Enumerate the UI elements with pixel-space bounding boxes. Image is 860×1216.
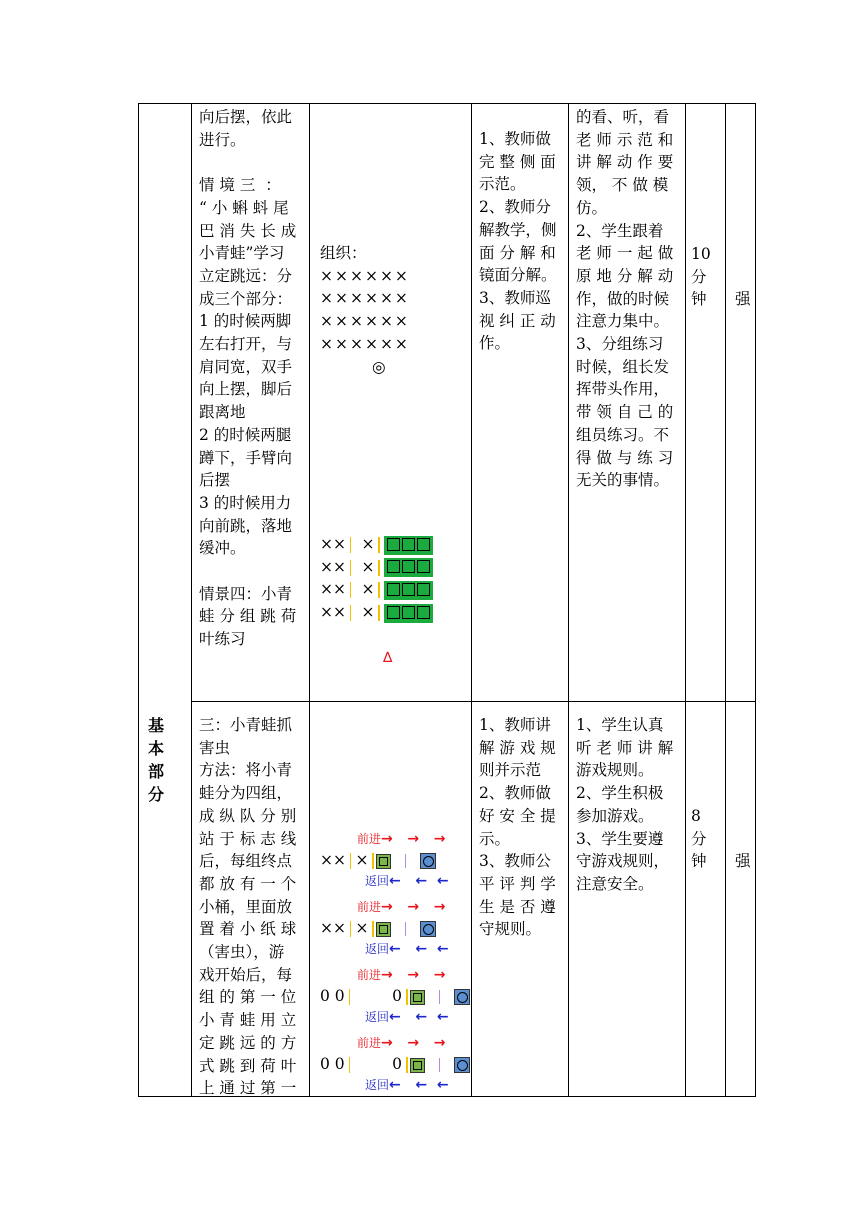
group-row	[320, 601, 433, 624]
time-unit: 分	[691, 267, 707, 286]
back-label: 返回	[365, 1010, 390, 1024]
text-line: 1、学生认真	[576, 716, 664, 734]
section-char: 基	[148, 716, 165, 735]
text-line: 肩同宽，双手	[199, 357, 293, 376]
text-line: 向后摆，依此	[199, 108, 293, 126]
column-divider	[685, 104, 686, 1096]
group-students: ××	[320, 603, 346, 622]
start-line	[378, 582, 380, 598]
text-line	[199, 560, 303, 583]
text-line: “ 小 蝌 蚪 尾	[199, 198, 289, 217]
formation-row: ××××××	[320, 312, 410, 331]
text-line: 成三个部分：	[199, 289, 293, 308]
text-line: 三：小青蛙抓	[199, 716, 293, 734]
text-line: 老 师 一 起 做	[576, 244, 674, 263]
lily-pad-icon	[410, 1058, 425, 1073]
group-student: ×	[361, 557, 375, 576]
text-line: 2、教师做	[479, 784, 551, 803]
text-line: 3、分组练习	[576, 335, 664, 354]
student-activity-top	[576, 106, 680, 492]
start-line	[350, 921, 352, 937]
text-line: 巴 消 失 长 成	[199, 221, 297, 240]
lily-pad-icon	[376, 922, 391, 937]
left-arrow-icon: ← ← ←	[389, 941, 449, 957]
right-arrow-icon: → → →	[381, 967, 446, 983]
lily-pad-groups	[320, 533, 433, 624]
text-line: 蛙 分 组 跳 荷	[199, 607, 297, 626]
text-line: 守规则。	[479, 920, 542, 939]
text-line: 后摆	[199, 471, 231, 490]
group-students: ××	[320, 851, 346, 869]
text-line: 视 纠 正 动	[479, 311, 556, 330]
text-line: 作。	[479, 334, 511, 353]
text-line: 进行。	[199, 130, 246, 149]
text-line: 组 的 第 一 位	[199, 988, 297, 1007]
start-line	[349, 989, 351, 1005]
text-line: 仿。	[576, 198, 608, 217]
game-group-row	[320, 1053, 470, 1076]
left-arrow-icon: ← ← ←	[389, 873, 449, 889]
forward-arrows	[357, 967, 445, 983]
text-line: 3 的时候用力	[199, 493, 292, 512]
text-line: 蹲下，手臂向	[199, 448, 293, 467]
teacher-symbol: ◎	[372, 357, 386, 376]
time-value: 8	[691, 807, 701, 825]
text-line: 面 分 解 和	[479, 243, 556, 262]
text-line: 叶练习	[199, 630, 246, 649]
forward-arrows	[357, 899, 445, 915]
teacher-activity-top	[479, 128, 563, 355]
student-activity-bottom	[576, 714, 680, 896]
text-line: 后，每组终点	[199, 852, 293, 871]
text-line: 成 纵 队 分 别	[199, 806, 297, 825]
forward-label: 前进	[357, 1036, 382, 1050]
text-line: 听 老 师 讲 解	[576, 738, 674, 757]
text-line: 小桶，里面放	[199, 897, 293, 916]
group-student: 0	[392, 987, 403, 1005]
start-line	[350, 605, 352, 621]
text-line: 式 跳 到 荷 叶	[199, 1056, 297, 1075]
text-line: 跟离地	[199, 403, 246, 422]
left-arrow-icon: ← ← ←	[389, 1077, 449, 1093]
time-bottom	[691, 805, 721, 873]
start-line	[406, 989, 408, 1005]
group-student: ×	[361, 603, 375, 622]
teacher-activity-bottom	[479, 714, 563, 941]
text-line: 1、教师讲	[479, 716, 551, 734]
right-arrow-icon: → → →	[381, 1035, 446, 1051]
back-label: 返回	[365, 1078, 390, 1092]
forward-label: 前进	[357, 968, 382, 982]
text-line: 领， 不 做 模	[576, 176, 669, 195]
intensity-top: 强	[735, 290, 751, 308]
row-divider	[191, 701, 755, 702]
text-line: 3、学生要遵	[576, 829, 664, 848]
text-line: 镜面分解。	[479, 266, 557, 285]
lily-pads	[384, 536, 433, 555]
group-students: ××	[320, 535, 346, 553]
text-line: （害虫），游	[199, 943, 285, 962]
text-line: 老 师 示 范 和	[576, 130, 674, 149]
start-line	[350, 582, 352, 598]
section-label	[148, 714, 168, 806]
group-student: ×	[355, 851, 369, 869]
lily-pads	[384, 581, 433, 600]
formation-row: ××××××	[320, 334, 410, 353]
text-line: 情 境 三 ：	[199, 176, 281, 195]
text-line: 完 整 侧 面	[479, 152, 556, 171]
group-row	[320, 578, 433, 601]
section-char: 部	[148, 762, 165, 781]
start-line	[350, 560, 352, 576]
back-arrows	[365, 941, 449, 957]
back-label: 返回	[365, 874, 390, 888]
start-line	[372, 921, 374, 937]
text-line: 立定跳远：分	[199, 266, 293, 285]
group-students: ××	[320, 557, 346, 576]
text-line: 情景四：小青	[199, 584, 293, 603]
text-line: 3、教师公	[479, 852, 551, 871]
text-line: 组员练习。不	[576, 425, 670, 444]
start-line	[378, 560, 380, 576]
section-char: 本	[148, 739, 165, 758]
time-unit: 钟	[691, 852, 707, 871]
game-group-row	[320, 917, 436, 940]
time-unit: 钟	[691, 290, 707, 309]
text-line: 缓冲。	[199, 539, 246, 558]
time-unit: 分	[691, 829, 707, 848]
text-line: 参加游戏。	[576, 806, 654, 825]
time-value: 10	[691, 245, 711, 263]
text-line: 平 评 判 学	[479, 874, 556, 893]
text-line: 小 青 蛙 用 立	[199, 1011, 297, 1030]
text-line: 守游戏规则，	[576, 852, 670, 871]
lily-pad-icon	[376, 854, 391, 869]
start-line	[378, 537, 380, 553]
text-line: 2 的时候两腿	[199, 425, 292, 444]
text-line: 注意安全。	[576, 874, 654, 893]
text-line: 1、教师做	[479, 130, 551, 148]
text-line: 示范。	[479, 175, 526, 194]
text-line: 解 游 戏 规	[479, 738, 556, 757]
bucket-icon	[420, 853, 436, 869]
text-line: 原 地 分 解 动	[576, 266, 674, 285]
text-line: 好 安 全 提	[479, 806, 556, 825]
forward-label: 前进	[357, 832, 382, 846]
column-divider	[568, 104, 569, 1096]
group-students: ××	[320, 919, 346, 937]
finish-line	[439, 1058, 441, 1072]
text-line: 左右打开，与	[199, 335, 293, 354]
finish-line	[405, 854, 407, 868]
lily-pads	[384, 604, 433, 623]
bucket-icon	[420, 921, 436, 937]
left-arrow-icon: ← ← ←	[389, 1009, 449, 1025]
text-line: 站 于 标 志 线	[199, 829, 297, 848]
forward-label: 前进	[357, 900, 382, 914]
start-line	[372, 853, 374, 869]
text-line: 时候，组长发	[576, 357, 670, 376]
time-top	[691, 243, 721, 311]
finish-line	[405, 922, 407, 936]
teacher-triangle-icon: ∆	[383, 650, 393, 666]
text-line: 小青蛙”学习	[199, 244, 285, 263]
text-line: 1 的时候两脚	[199, 312, 292, 331]
text-line	[199, 151, 303, 174]
start-line	[350, 853, 352, 869]
group-student: ×	[361, 535, 375, 553]
text-line: 则并示范	[479, 761, 542, 780]
text-line: 蛙分为四组，	[199, 784, 293, 803]
text-line: 都 放 有 一 个	[199, 874, 297, 893]
activity-text-top	[199, 106, 303, 651]
intensity-bottom: 强	[735, 852, 751, 870]
forward-arrows	[357, 831, 445, 847]
column-divider	[309, 104, 310, 1096]
lily-pads	[384, 558, 433, 577]
formation-diagram	[320, 242, 410, 378]
section-char: 分	[148, 785, 165, 804]
right-arrow-icon: → → →	[381, 831, 446, 847]
game-group-row	[320, 985, 470, 1008]
org-label: 组织：	[320, 244, 367, 262]
back-arrows	[365, 1077, 449, 1093]
group-students: ××	[320, 580, 346, 599]
forward-arrows	[357, 1035, 445, 1051]
group-row	[320, 556, 433, 579]
text-line: 讲 解 动 作 要	[576, 153, 674, 172]
text-line: 无关的事情。	[576, 471, 670, 490]
text-line: 带 领 自 己 的	[576, 403, 674, 422]
text-line: 害虫	[199, 738, 231, 757]
text-line: 向上摆，脚后	[199, 380, 293, 399]
text-line: 游戏规则。	[576, 761, 654, 780]
group-student: 0	[392, 1055, 403, 1073]
text-line: 定 跳 远 的 方	[199, 1033, 297, 1052]
text-line: 方法：将小青	[199, 761, 293, 780]
text-line: 作，做的时候	[576, 289, 670, 308]
column-divider	[471, 104, 472, 1096]
formation-row: ××××××	[320, 289, 410, 308]
text-line: 上 通 过 第 一	[199, 1079, 297, 1098]
back-arrows	[365, 1009, 449, 1025]
text-line: 2、学生跟着	[576, 221, 664, 240]
text-line: 解教学，侧	[479, 220, 557, 239]
start-line	[406, 1057, 408, 1073]
game-group-row	[320, 849, 436, 872]
group-row	[320, 533, 433, 556]
text-line: 示。	[479, 829, 511, 848]
text-line: 得 做 与 练 习	[576, 448, 674, 467]
start-line	[350, 537, 352, 553]
text-line: 3、教师巡	[479, 288, 551, 307]
back-label: 返回	[365, 942, 390, 956]
group-students: 0 0	[320, 987, 345, 1005]
text-line: 2、学生积极	[576, 784, 664, 803]
lily-pad-icon	[410, 990, 425, 1005]
start-line	[378, 605, 380, 621]
finish-line	[439, 990, 441, 1004]
formation-row: ××××××	[320, 266, 410, 285]
group-student: ×	[355, 919, 369, 937]
bucket-icon	[454, 989, 470, 1005]
group-students: 0 0	[320, 1055, 345, 1073]
column-divider	[725, 104, 726, 1096]
text-line: 2、教师分	[479, 198, 551, 217]
activity-text-bottom	[199, 714, 303, 1100]
group-student: ×	[361, 580, 375, 599]
bucket-icon	[454, 1057, 470, 1073]
text-line: 的看、听，看	[576, 108, 670, 126]
back-arrows	[365, 873, 449, 889]
text-line: 置 着 小 纸 球	[199, 920, 297, 939]
column-divider	[191, 104, 192, 1096]
text-line: 生 是 否 遵	[479, 897, 556, 916]
right-arrow-icon: → → →	[381, 899, 446, 915]
text-line: 挥带头作用，	[576, 380, 670, 399]
start-line	[349, 1057, 351, 1073]
text-line: 向前跳，落地	[199, 516, 293, 535]
lesson-plan-table	[138, 103, 756, 1097]
text-line: 注意力集中。	[576, 312, 670, 331]
text-line: 戏开始后，每	[199, 965, 293, 984]
